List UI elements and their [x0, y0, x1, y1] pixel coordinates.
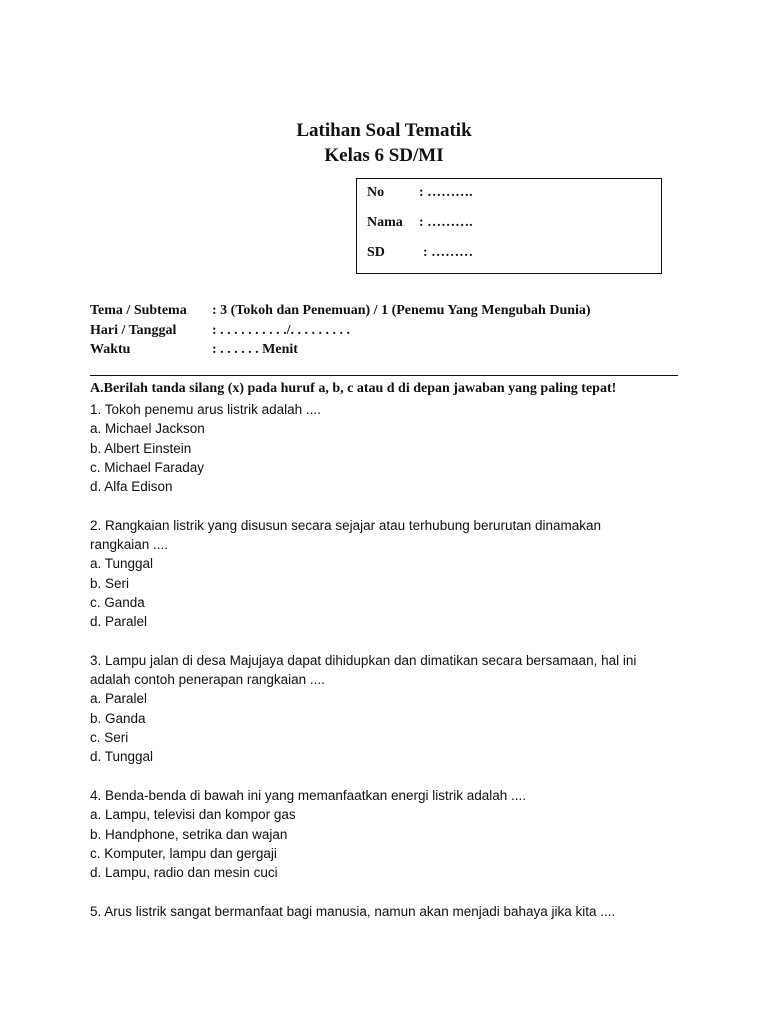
question-text: 4. Benda-benda di bawah ini yang memanfaatkan energi listrik adalah ....: [90, 787, 527, 803]
tema-value: : 3 (Tokoh dan Penemuan) / 1 (Penemu Yang Mengubah Dunia): [212, 303, 591, 318]
answer-option[interactable]: a. Michael Jackson: [90, 421, 205, 437]
section-a-instruction: A.Berilah tanda silang (x) pada huruf a, b, c atau d di depan jawaban yang paling tepat!: [90, 381, 617, 396]
tema-label: Tema / Subtema: [90, 303, 187, 318]
question-4: [90, 786, 680, 882]
question-text: 3. Lampu jalan di desa Majujaya dapat dihidupkan dan dimatikan secara bersamaan, hal ini adalah contoh penerapan rangkaian ....: [90, 652, 637, 688]
question-5: [90, 902, 680, 921]
waktu-value: : . . . . . . Menit: [212, 342, 298, 357]
nama-label: Nama: [367, 215, 403, 230]
waktu-label: Waktu: [90, 342, 131, 357]
question-1: [90, 400, 680, 496]
sd-label: SD: [367, 245, 385, 260]
answer-option[interactable]: c. Michael Faraday: [90, 459, 205, 475]
answer-option[interactable]: d. Tunggal: [90, 749, 154, 765]
answer-option[interactable]: c. Komputer, lampu dan gergaji: [90, 845, 277, 861]
worksheet-title: Latihan Soal Tematik: [296, 120, 472, 141]
sd-value: : ………: [423, 245, 474, 260]
hari-label: Hari / Tanggal: [90, 323, 177, 338]
answer-option[interactable]: d. Paralel: [90, 614, 148, 630]
hari-value: : . . . . . . . . . ./. . . . . . . . .: [212, 323, 351, 338]
nama-value: : ……….: [419, 215, 473, 230]
student-identity-box: [356, 178, 662, 274]
answer-option[interactable]: b. Handphone, setrika dan wajan: [90, 826, 288, 842]
section-divider: [90, 375, 678, 376]
worksheet-subtitle: Kelas 6 SD/MI: [324, 145, 444, 166]
answer-option[interactable]: a. Lampu, televisi dan kompor gas: [90, 807, 296, 823]
question-text: 2. Rangkaian listrik yang disusun secara sejajar atau terhubung berurutan dinamakan rangkaian ....: [90, 517, 602, 553]
question-list: [90, 400, 680, 940]
answer-option[interactable]: d. Lampu, radio dan mesin cuci: [90, 865, 278, 881]
no-value: : ……….: [419, 185, 473, 200]
answer-option[interactable]: b. Seri: [90, 575, 130, 591]
answer-option[interactable]: c. Ganda: [90, 594, 145, 610]
question-text: 5. Arus listrik sangat bermanfaat bagi manusia, namun akan menjadi bahaya jika kita ....: [90, 903, 616, 919]
answer-option[interactable]: b. Albert Einstein: [90, 440, 192, 456]
answer-option[interactable]: a. Paralel: [90, 691, 148, 707]
question-text: 1. Tokoh penemu arus listrik adalah ....: [90, 402, 321, 417]
no-label: No: [367, 185, 385, 200]
answer-option[interactable]: a. Tunggal: [90, 556, 154, 572]
question-3: [90, 651, 680, 767]
question-2: [90, 516, 680, 632]
answer-option[interactable]: d. Alfa Edison: [90, 479, 173, 495]
answer-option[interactable]: b. Ganda: [90, 710, 146, 726]
answer-option[interactable]: c. Seri: [90, 730, 129, 746]
